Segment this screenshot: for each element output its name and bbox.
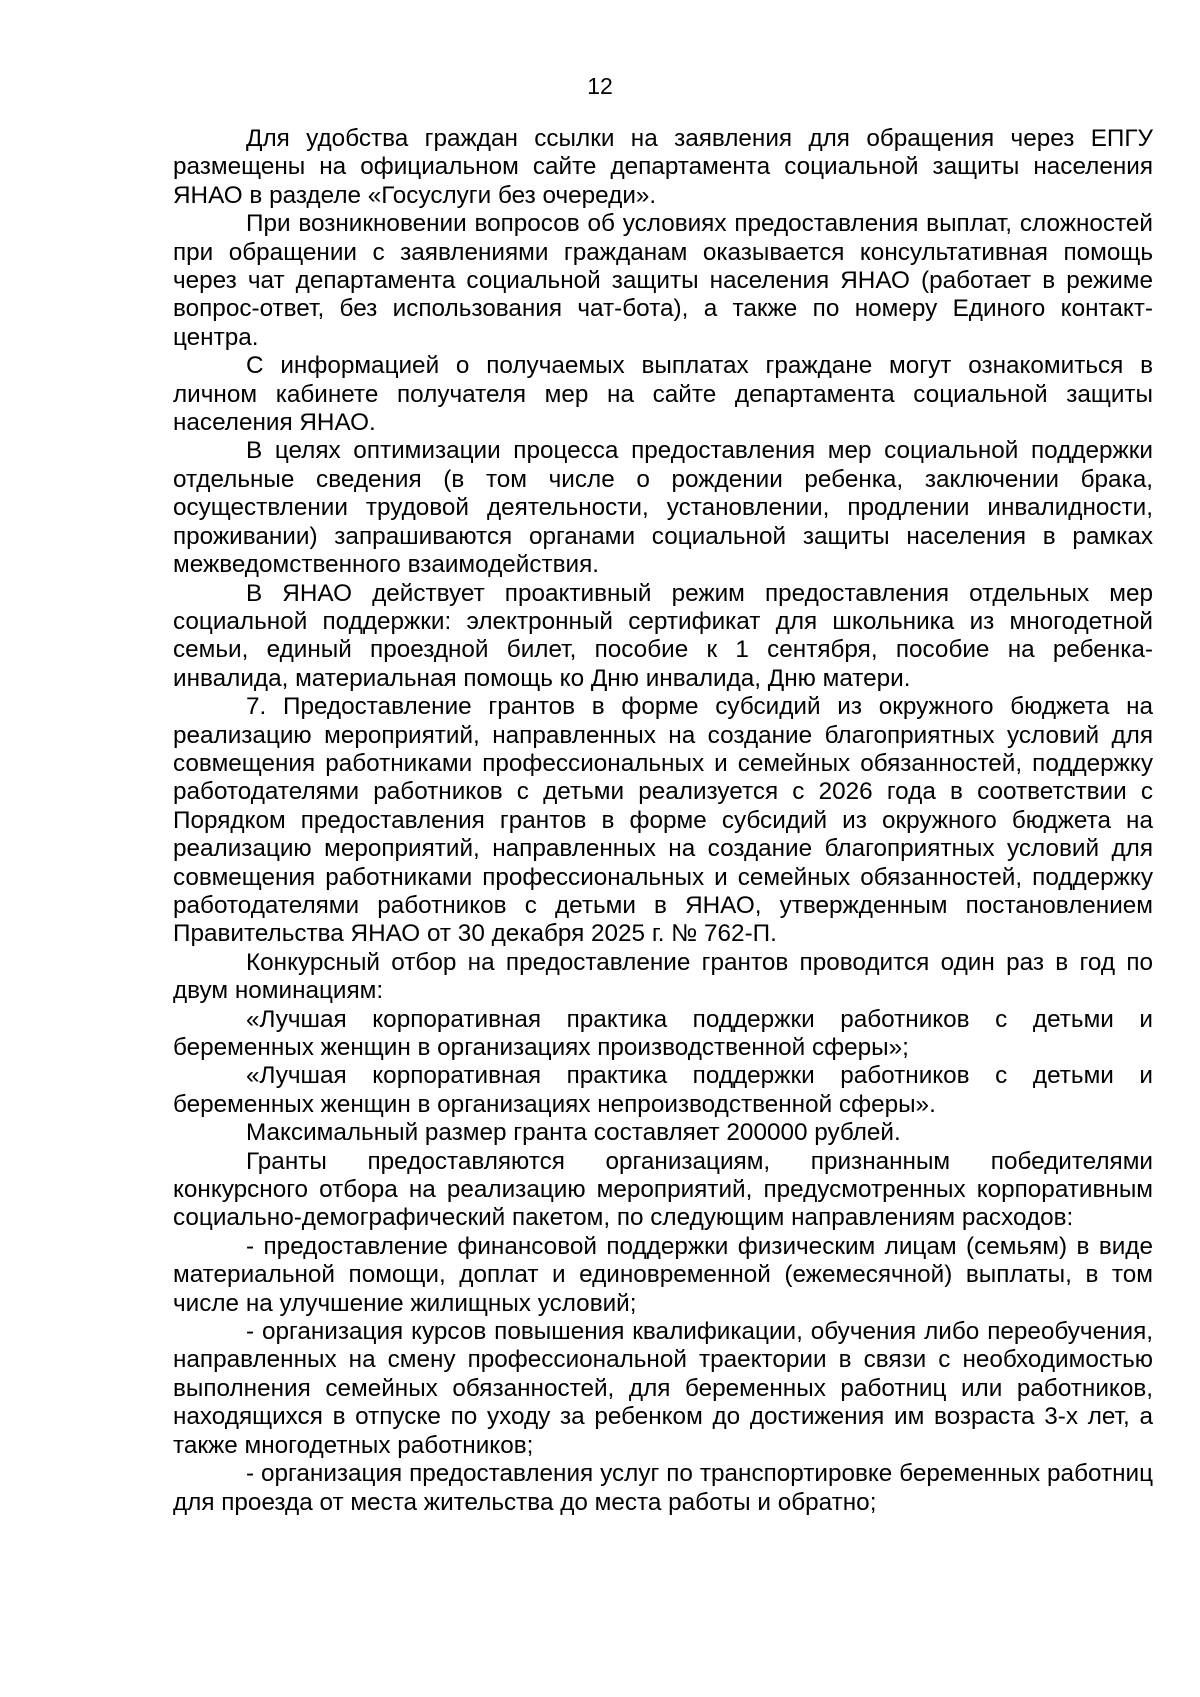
paragraph-epgu-links: Для удобства граждан ссылки на заявления для обращения через ЕПГУ размещены на официальном сайте департамента социальной защиты населения ЯНАО в разделе «Госуслуги без очереди».: [173, 125, 1153, 209]
list-item-training-courses: - организация курсов повышения квалификации, обучения либо переобучения, направленных на смену профессиональной траектории в связи с необходимостью выполнения семейных обязанностей, для беременных работниц или работников, находящихся в отпуске по уходу за ребенком до достижения им возраста 3-х лет, а также многодетных работников;: [173, 1318, 1153, 1459]
paragraph-nomination-non-production: «Лучшая корпоративная практика поддержки работников с детьми и беременных женщин в организациях непроизводственной сферы».: [173, 1062, 1153, 1118]
paragraph-grant-recipients: Гранты предоставляются организациям, признанным победителями конкурсного отбора на реализацию мероприятий, предусмотренных корпоративным социально-демографический пакетом, по следующим направлениям расходов:: [173, 1147, 1153, 1232]
paragraph-grants-section-7: 7. Предоставление грантов в форме субсидий из окружного бюджета на реализацию мероприятий, направленных на создание благоприятных условий для совмещения работниками профессиональных и семейных обязанностей, поддержку работодателями работников с детьми реализуется с 2026 года в соответствии с Порядком предоставления грантов в форме субсидий из окружного бюджета на реализацию мероприятий, направленных на создание благоприятных условий для совмещения работниками профессиональных и семейных обязанностей, поддержку работодателями работников с детьми в ЯНАО, утвержденным постановлением Правительства ЯНАО от 30 декабря 2025 г. № 762-П.: [173, 693, 1153, 948]
paragraph-nomination-production: «Лучшая корпоративная практика поддержки работников с детьми и беременных женщин в организациях производственной сферы»;: [173, 1005, 1153, 1061]
paragraph-interagency: В целях оптимизации процесса предоставления мер социальной поддержки отдельные сведения (в том числе о рождении ребенка, заключении брака, осуществлении трудовой деятельности, установлении, продлении инвалидности, проживании) запрашиваются органами социальной защиты населения в рамках межведомственного взаимодействия.: [173, 437, 1153, 579]
list-item-financial-support: - предоставление финансовой поддержки физическим лицам (семьям) в виде материальной помощи, доплат и единовременной (ежемесячной) выплаты, в том числе на улучшение жилищных условий;: [173, 1232, 1153, 1317]
paragraph-consultation: При возникновении вопросов об условиях предоставления выплат, сложностей при обращении с заявлениями гражданам оказывается консультативная помощь через чат департамента социальной защиты населения ЯНАО (работает в режиме вопрос-ответ, без использования чат-бота), а также по номеру Единого контакт-центра.: [173, 210, 1153, 351]
paragraph-max-grant: Максимальный размер гранта составляет 200000 рублей.: [246, 1119, 901, 1147]
page-number: 12: [587, 73, 613, 99]
list-item-transportation: - организация предоставления услуг по транспортировке беременных работниц для проезда от места жительства до места работы и обратно;: [173, 1460, 1153, 1516]
document-body: [173, 125, 1153, 1517]
paragraph-personal-account: С информацией о получаемых выплатах граждане могут ознакомиться в личном кабинете получателя мер на сайте департамента социальной защиты населения ЯНАО.: [173, 352, 1153, 437]
paragraph-proactive-mode: В ЯНАО действует проактивный режим предоставления отдельных мер социальной поддержки: электронный сертификат для школьника из многодетной семьи, единый проездной билет, пособие к 1 сентября, пособие на ребенка-инвалида, материальная помощь ко Дню инвалида, Дню матери.: [173, 579, 1153, 692]
paragraph-competitive-selection: Конкурсный отбор на предоставление грантов проводится один раз в год по двум номинациям:: [173, 948, 1153, 1005]
